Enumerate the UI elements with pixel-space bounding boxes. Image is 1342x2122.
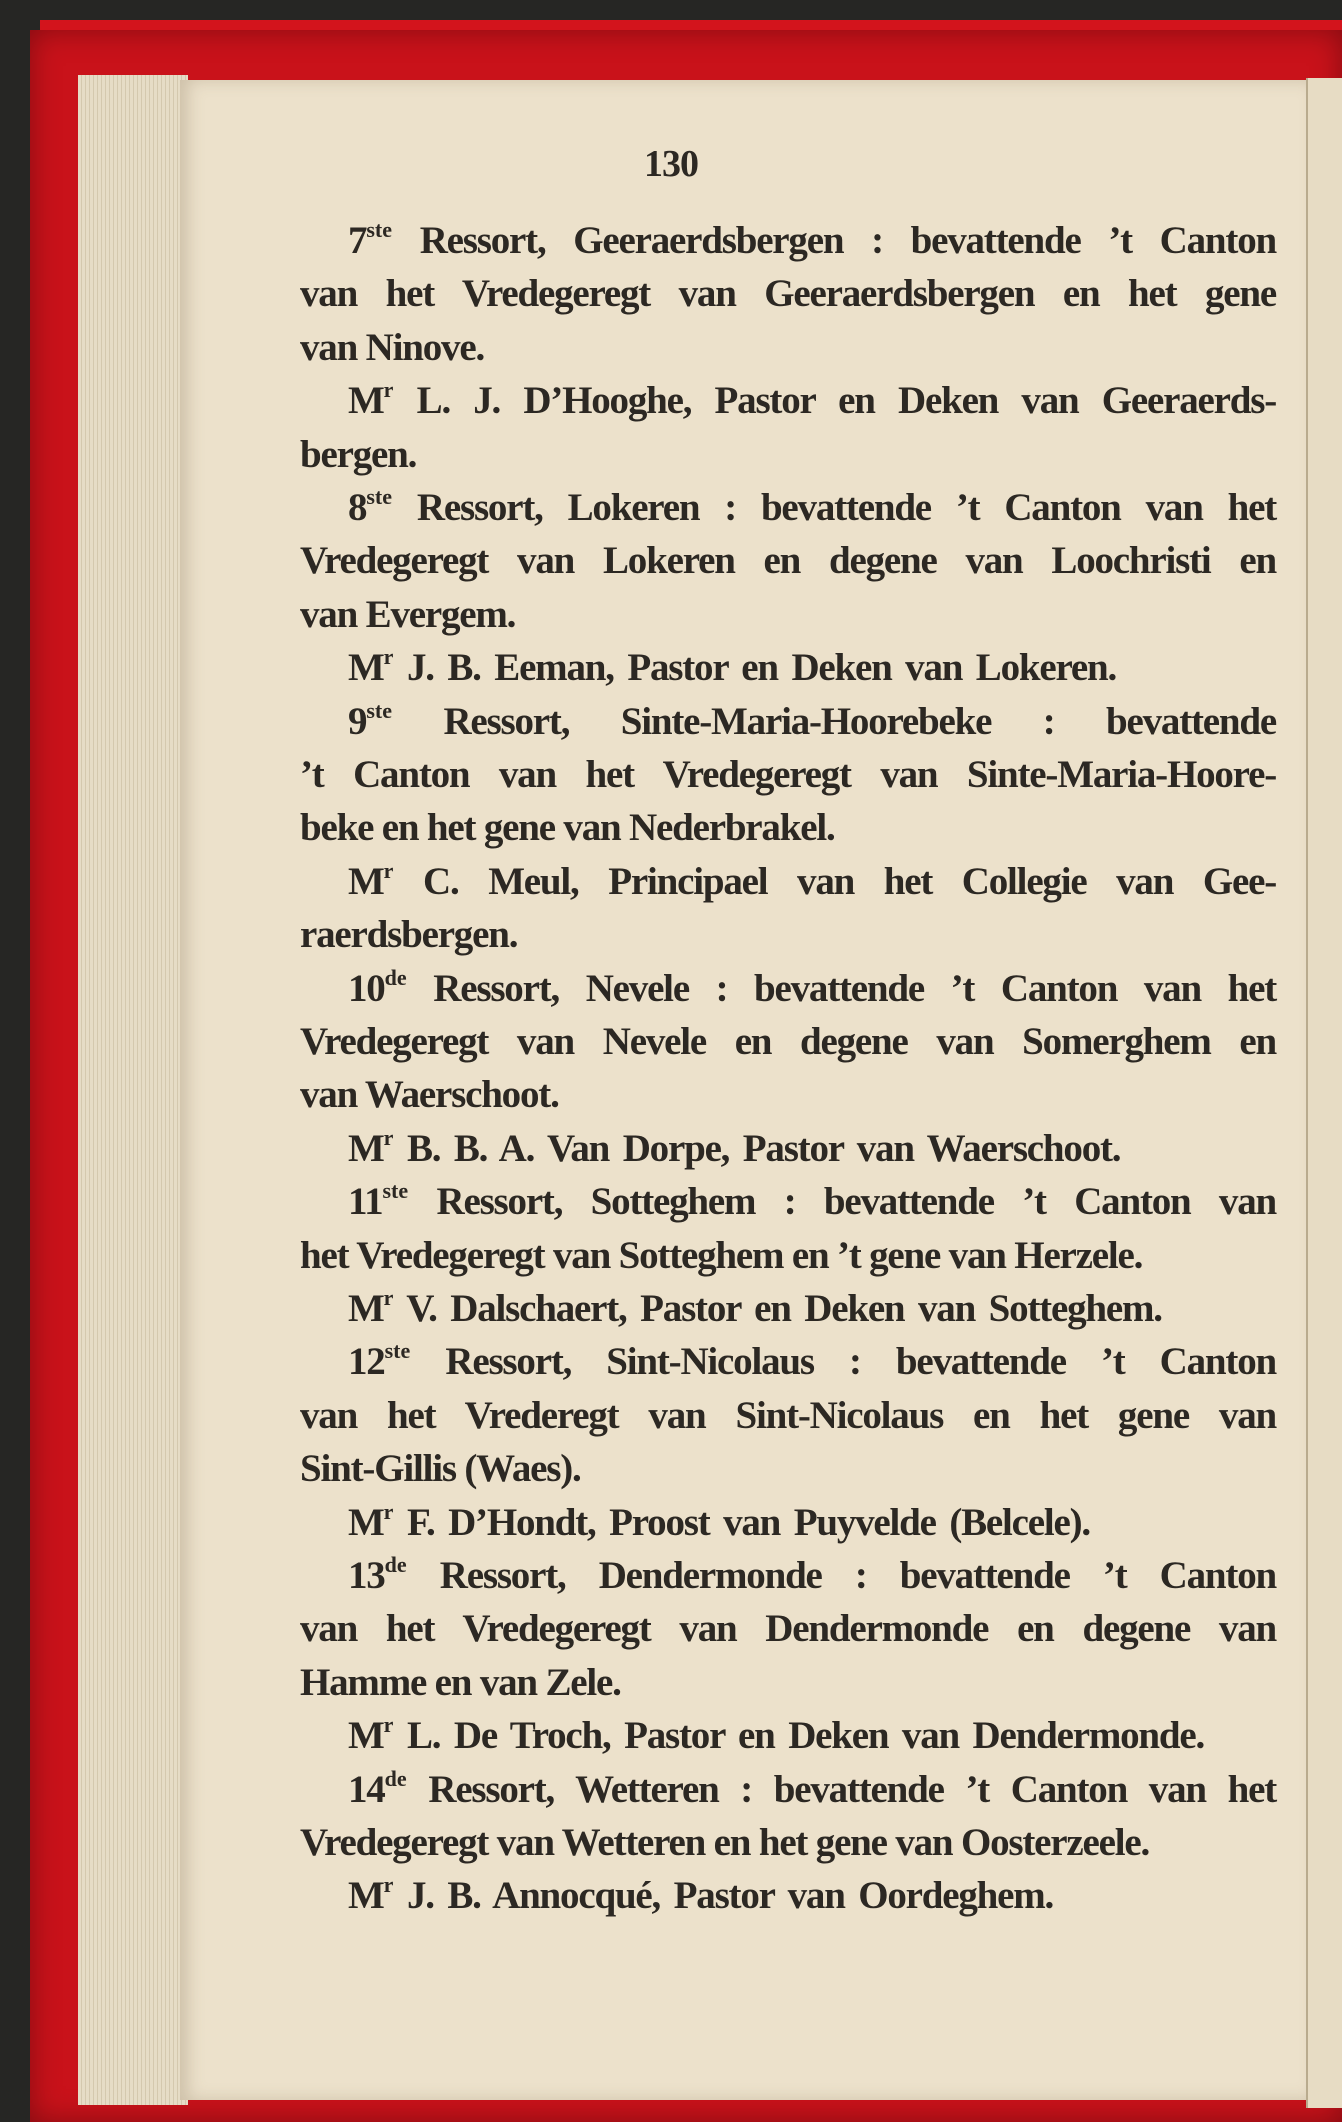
text-line bbox=[348, 859, 1276, 905]
line-text: beke en het gene van Nederbrakel. bbox=[300, 806, 835, 850]
superscript: r bbox=[383, 1712, 394, 1738]
superscript: de bbox=[384, 964, 407, 990]
text-line bbox=[300, 1233, 1276, 1279]
line-prefix: M bbox=[348, 1500, 384, 1544]
line-text: Vredegeregt van Wetteren en het gene van Oosterzeele. bbox=[300, 1821, 1150, 1864]
line-text: Ressort, Sint-Nicolaus : bevattende ’t Canton bbox=[410, 1340, 1276, 1384]
line-text: van het Vredegeregt van Dendermonde en degene van bbox=[300, 1607, 1276, 1651]
line-text: Sint-Gillis (Waes). bbox=[300, 1447, 581, 1491]
text-line bbox=[300, 1660, 1276, 1706]
line-text: J. B. Annocqué, Pastor van Oordeghem. bbox=[393, 1874, 1054, 1918]
text-line bbox=[348, 1126, 1276, 1172]
page-edges bbox=[78, 75, 188, 2105]
line-text: L. De Troch, Pastor en Deken van Dendermonde. bbox=[393, 1714, 1205, 1758]
line-text: van Evergem. bbox=[300, 592, 516, 636]
text-line bbox=[300, 432, 1276, 478]
text-line bbox=[300, 1072, 1276, 1118]
text-line bbox=[348, 1286, 1276, 1332]
line-text: van Waerschoot. bbox=[300, 1073, 559, 1117]
text-line bbox=[300, 271, 1276, 317]
page-number: 130 bbox=[644, 143, 698, 185]
line-text: F. D’Hondt, Proost van Puyvelde (Belcele). bbox=[393, 1500, 1090, 1544]
line-text: Vredegeregt van Nevele en degene van Somerghem en bbox=[300, 1020, 1276, 1063]
line-prefix: M bbox=[348, 1714, 384, 1758]
line-text: Ressort, Lokeren : bevattende ’t Canton van het bbox=[391, 486, 1276, 529]
text-line bbox=[300, 1606, 1276, 1652]
line-text: van het Vredegeregt van Geeraerdsbergen en het gene bbox=[300, 272, 1276, 316]
superscript: ste bbox=[366, 217, 392, 242]
line-prefix: M bbox=[348, 379, 384, 423]
superscript: r bbox=[383, 1124, 394, 1150]
superscript: r bbox=[383, 1285, 394, 1310]
text-line bbox=[300, 1019, 1276, 1065]
superscript: r bbox=[383, 1872, 394, 1898]
next-page-edge bbox=[1306, 78, 1342, 2108]
line-prefix: M bbox=[348, 859, 384, 903]
line-text: Ressort, Sotteghem : bevattende ’t Canton van bbox=[408, 1180, 1276, 1224]
text-line bbox=[300, 592, 1276, 638]
text-line bbox=[348, 1179, 1276, 1225]
line-prefix: 13 bbox=[348, 1554, 385, 1597]
text-line bbox=[300, 752, 1276, 798]
superscript: ste bbox=[384, 1338, 411, 1364]
superscript: r bbox=[383, 644, 394, 670]
text-line bbox=[348, 218, 1276, 264]
line-text: Ressort, Sinte-Maria-Hoorebeke : bevattende bbox=[391, 699, 1276, 743]
line-text: het Vredegeregt van Sotteghem en ’t gene van Herzele. bbox=[300, 1233, 1143, 1277]
line-prefix: M bbox=[348, 1287, 384, 1330]
line-prefix: 12 bbox=[348, 1340, 385, 1384]
text-line bbox=[300, 325, 1276, 371]
line-text: C. Meul, Principael van het Collegie van Gee- bbox=[393, 859, 1276, 903]
text-line bbox=[348, 966, 1276, 1012]
line-text: bergen. bbox=[300, 432, 417, 476]
line-prefix: M bbox=[348, 1874, 384, 1918]
line-prefix: 10 bbox=[348, 966, 385, 1010]
line-text: B. B. A. Van Dorpe, Pastor van Waerschoot. bbox=[393, 1126, 1121, 1170]
superscript: de bbox=[384, 1552, 407, 1577]
line-text: Ressort, Nevele : bevattende ’t Canton van het bbox=[406, 966, 1276, 1010]
superscript: ste bbox=[382, 1178, 409, 1204]
superscript: ste bbox=[366, 697, 392, 723]
line-prefix: 9 bbox=[348, 699, 367, 743]
line-text: Ressort, Wetteren : bevattende ’t Canton van het bbox=[406, 1767, 1276, 1811]
text-line bbox=[300, 1820, 1276, 1866]
text-line bbox=[348, 699, 1276, 745]
line-text: J. B. Eeman, Pastor en Deken van Lokeren. bbox=[393, 646, 1117, 690]
text-line bbox=[348, 378, 1276, 424]
line-text: L. J. D’Hooghe, Pastor en Deken van Geeraerds- bbox=[393, 379, 1276, 423]
superscript: r bbox=[383, 857, 394, 883]
line-text: Hamme en van Zele. bbox=[300, 1660, 621, 1704]
text-line bbox=[348, 1553, 1276, 1599]
text-line bbox=[348, 1767, 1276, 1813]
line-prefix: M bbox=[348, 1126, 384, 1170]
line-text: Vredegeregt van Lokeren en degene van Loochristi en bbox=[300, 539, 1276, 583]
text-line bbox=[348, 1339, 1276, 1385]
line-text: van het Vrederegt van Sint-Nicolaus en het gene van bbox=[300, 1393, 1276, 1437]
text-line bbox=[348, 485, 1276, 531]
text-line bbox=[348, 1500, 1276, 1546]
line-prefix: M bbox=[348, 646, 384, 690]
text-line bbox=[300, 805, 1276, 851]
line-prefix: 7 bbox=[348, 219, 367, 262]
line-text: ’t Canton van het Vredegeregt van Sinte-Maria-Hoore- bbox=[300, 753, 1276, 796]
text-line bbox=[300, 538, 1276, 584]
line-text: Ressort, Dendermonde : bevattende ’t Canton bbox=[406, 1554, 1276, 1597]
line-text: van Ninove. bbox=[300, 325, 484, 369]
superscript: de bbox=[384, 1765, 407, 1791]
superscript: ste bbox=[366, 484, 392, 509]
line-prefix: 8 bbox=[348, 486, 367, 529]
text-line bbox=[348, 1873, 1276, 1919]
superscript: r bbox=[383, 1498, 394, 1524]
line-prefix: 14 bbox=[348, 1767, 385, 1811]
text-line bbox=[348, 645, 1276, 691]
text-line bbox=[300, 912, 1276, 958]
text-line bbox=[300, 1393, 1276, 1439]
text-line bbox=[348, 1713, 1276, 1759]
line-text: Ressort, Geeraerdsbergen : bevattende ’t Canton bbox=[391, 219, 1276, 262]
line-text: V. Dalschaert, Pastor en Deken van Sotteghem. bbox=[393, 1287, 1162, 1330]
line-text: raerdsbergen. bbox=[300, 913, 518, 957]
text-line bbox=[300, 1446, 1276, 1492]
line-prefix: 11 bbox=[348, 1180, 383, 1224]
superscript: r bbox=[383, 377, 394, 403]
